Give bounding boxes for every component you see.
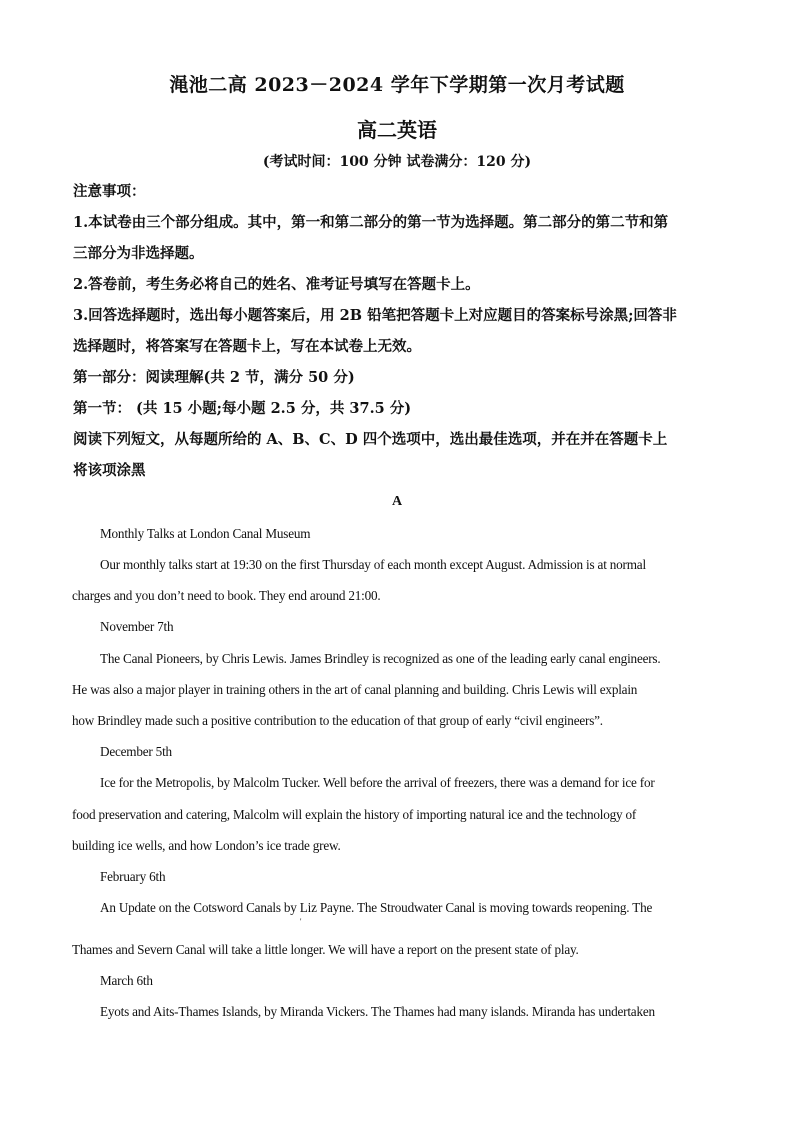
talk-1-line-2: He was also a major player in training others in the art of canal planning and building. Chris Lewis will explain xyxy=(72,682,638,697)
talk-4-line-1: Eyots and Aits-Thames Islands, by Miranda Vickers. The Thames had many islands. Miranda has undertaken xyxy=(100,1004,655,1019)
talk-1-line-3: how Brindley made such a positive contribution to the education of that group of early “civil engineers”. xyxy=(72,713,603,728)
notes-item-1-line-2: 三部分为非选择题。 xyxy=(73,245,204,262)
notes-heading: 注意事项： xyxy=(73,183,146,200)
notes-item-3-line-2: 选择题时，将答案写在答题卡上，写在本试卷上无效。 xyxy=(73,338,421,355)
talk-date: December 5th xyxy=(100,744,172,759)
passage-letter: A xyxy=(391,494,403,509)
talk-1-line-1: The Canal Pioneers, by Chris Lewis. James Brindley is recognized as one of the leading early canal engineers. xyxy=(100,651,661,666)
talk-date: November 7th xyxy=(100,619,174,634)
notes-item-3-line-1: 3.回答选择题时，选出每小题答案后，用 2B 铅笔把答题卡上对应题目的答案标号涂黑;回答非 xyxy=(73,307,677,324)
section-1-heading: 第一节： (共 15 小题;每小题 2.5 分，共 37.5 分) xyxy=(73,400,412,417)
talk-2-line-3: building ice wells, and how London’s ice trade grew. xyxy=(72,838,341,853)
directions-line-1: 阅读下列短文，从每题所给的 A、B、C、D 四个选项中，选出最佳选项，并在并在答题卡上 xyxy=(73,431,668,448)
talk-date: February 6th xyxy=(100,869,166,884)
talk-3-line-2: Thames and Severn Canal will take a little longer. We will have a report on the present state of play. xyxy=(72,942,579,957)
part-1-heading: 第一部分：阅读理解(共 2 节，满分 50 分) xyxy=(73,369,355,386)
passage-title: Monthly Talks at London Canal Museum xyxy=(100,526,311,541)
stray-mark: ' xyxy=(300,917,302,926)
exam-subject: 高二英语 xyxy=(357,118,437,142)
notes-item-1-line-1: 1.本试卷由三个部分组成。其中，第一和第二部分的第一节为选择题。第二部分的第二节和第 xyxy=(73,214,669,231)
talk-3-line-1: An Update on the Cotsword Canals by Liz Payne. The Stroudwater Canal is moving towards reopening. The xyxy=(100,900,653,915)
exam-title: 渑池二高 2023－2024 学年下学期第一次月考试题 xyxy=(169,74,625,96)
notes-item-2: 2.答卷前，考生务必将自己的姓名、准考证号填写在答题卡上。 xyxy=(73,276,480,293)
exam-time-info: (考试时间：100 分钟 试卷满分：120 分) xyxy=(262,154,532,170)
talk-2-line-1: Ice for the Metropolis, by Malcolm Tucker. Well before the arrival of freezers, there was a demand for ice for xyxy=(100,775,655,790)
directions-line-2: 将该项涂黑 xyxy=(73,462,146,479)
talk-date: March 6th xyxy=(100,973,153,988)
talk-2-line-2: food preservation and catering, Malcolm will explain the history of importing natural ice and the technology of xyxy=(72,807,637,822)
intro-line-2: charges and you don’t need to book. They end around 21:00. xyxy=(72,588,381,603)
intro-line-1: Our monthly talks start at 19:30 on the first Thursday of each month except August. Admission is at normal xyxy=(100,557,646,572)
